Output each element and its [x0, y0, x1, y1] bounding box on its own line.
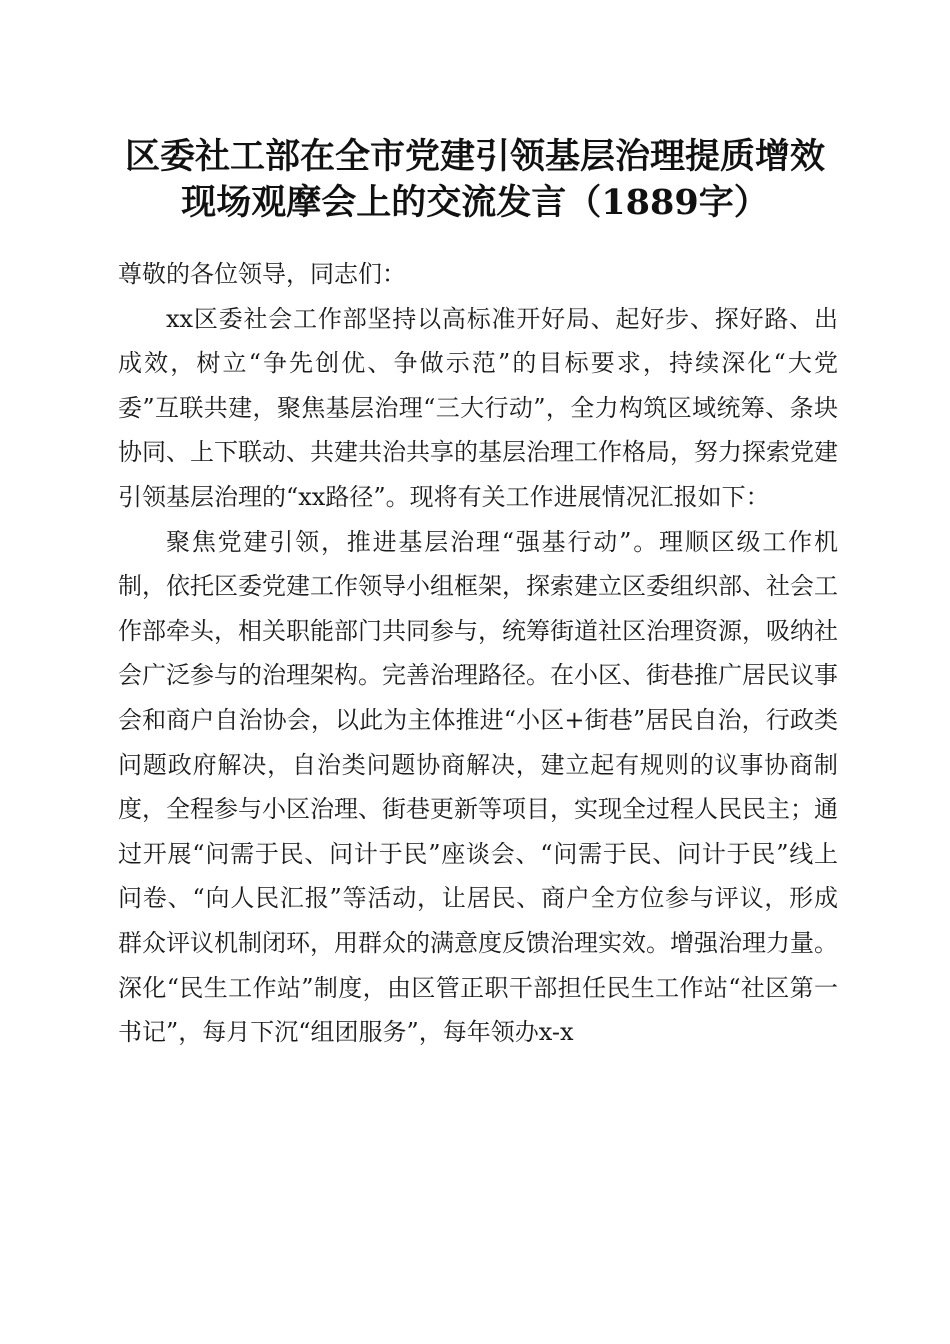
- document-body: [118, 252, 838, 1055]
- title-line-1: 区委社工部在全市党建引领基层治理提质增效: [124, 136, 825, 177]
- document-title: [60, 134, 890, 226]
- salutation: 尊敬的各位领导，同志们：: [118, 260, 406, 288]
- title-line-2: 现场观摩会上的交流发言（1889字）: [181, 182, 769, 223]
- paragraph-strengthen-foundation: 聚焦党建引领，推进基层治理“强基行动”。理顺区级工作机制，依托区委党建工作领导小组框架，探索建立区委组织部、社会工作部牵头，相关职能部门共同参与，统筹街道社区治理资源，吸纳社会广泛参与的治理架构。完善治理路径。在小区、街巷推广居民议事会和商户自治协会，以此为主体推进“小区+街巷”居民自治，行政类问题政府解决，自治类问题协商解决，建立起有规则的议事协商制度，全程参与小区治理、街巷更新等项目，实现全过程人民民主；通过开展“问需于民、问计于民”座谈会、“问需于民、问计于民”线上问卷、“向人民汇报”等活动，让居民、商户全方位参与评议，形成群众评议机制闭环，用群众的满意度反馈治理实效。增强治理力量。深化“民生工作站”制度，由区管正职干部担任民生工作站“社区第一书记”，每月下沉“组团服务”，每年领办x-x: [118, 527, 838, 1047]
- paragraph-intro: xx区委社会工作部坚持以高标准开好局、起好步、探好路、出成效，树立“争先创优、争做示范”的目标要求，持续深化“大党委”互联共建，聚焦基层治理“三大行动”，全力构筑区域统筹、条块协同、上下联动、共建共治共享的基层治理工作格局，努力探索党建引领基层治理的“xx路径”。现将有关工作进展情况汇报如下：: [118, 304, 838, 511]
